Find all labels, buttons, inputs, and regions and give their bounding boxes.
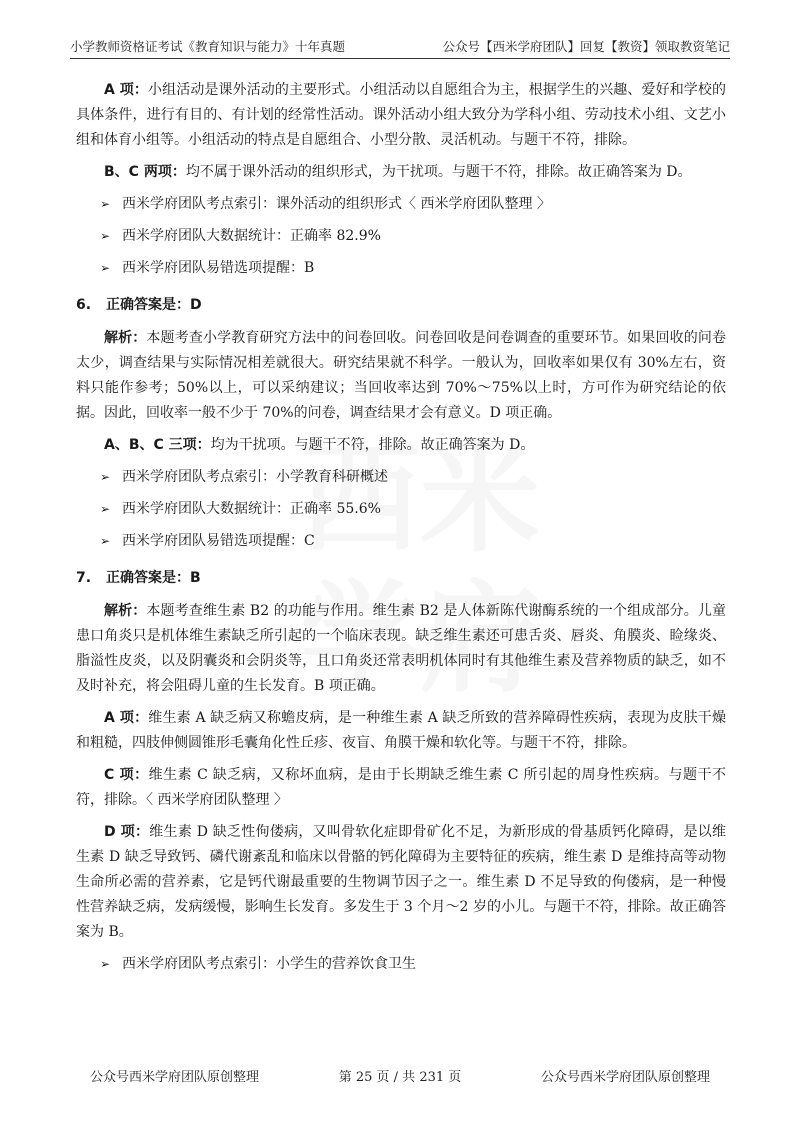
header-right: 公众号【西米学府团队】回复【教资】领取教资笔记 — [442, 39, 730, 54]
footer-left: 公众号西米学府团队原创整理 — [90, 1070, 260, 1085]
note-item — [100, 497, 726, 522]
paragraph-text: 维生素 A 缺乏病又称蟾皮病，是一种维生素 A 缺乏所致的营养障碍性疾病，表现为皮肤干燥和粗糙，四肢伸侧圆锥形毛囊角化性丘疹、夜盲、角膜干燥和软化等。与题干不符，排除。 — [76, 710, 726, 751]
arrow-bullet-icon: ➢ — [100, 534, 111, 548]
paragraph-label: B、C 两项： — [104, 164, 186, 180]
question-answer-heading — [76, 566, 726, 591]
note-text: 西米学府团队考点索引：小学生的营养饮食卫生 — [122, 956, 416, 972]
paragraph — [76, 706, 726, 756]
paragraph-text: 小组活动是课外活动的主要形式。小组活动以自愿组合为主，根据学生的兴趣、爱好和学校的具体条件，进行有目的、有计划的经常性活动。课外活动小组大致分为学科小组、劳动技术小组、文艺小组和体育小组等。小组活动的特点是自愿组合、小型分散、灵活机动。与题干不符，排除。 — [76, 82, 726, 148]
page-number: 第 25 页 / 共 231 页 — [338, 1070, 462, 1085]
arrow-bullet-icon: ➢ — [100, 502, 111, 516]
paragraph-label: D 项： — [104, 824, 150, 840]
note-text: 西米学府团队考点索引：课外活动的组织形式〈 西米学府团队整理 〉 — [122, 196, 551, 212]
paragraph-label: A 项： — [104, 82, 149, 98]
note-item — [100, 224, 726, 249]
paragraph-label: A、B、C 三项： — [104, 437, 211, 453]
answer-text: 正确答案是：B — [106, 570, 201, 586]
note-item — [100, 465, 726, 490]
question-number: 7. — [76, 570, 92, 586]
note-text: 西米学府团队大数据统计：正确率 82.9% — [122, 228, 381, 244]
paragraph-label: C 项： — [104, 767, 149, 783]
paragraph — [76, 326, 726, 426]
note-item — [100, 256, 726, 281]
arrow-bullet-icon: ➢ — [100, 957, 111, 971]
paragraph — [76, 599, 726, 699]
page-header — [70, 36, 730, 59]
note-item — [100, 952, 726, 977]
paragraph-label: 解析： — [104, 330, 147, 346]
answer-text: 正确答案是：D — [106, 297, 202, 313]
paragraph — [76, 78, 726, 153]
paragraph — [76, 763, 726, 813]
arrow-bullet-icon: ➢ — [100, 470, 111, 484]
paragraph-text: 本题考查维生素 B2 的功能与作用。维生素 B2 是人体新陈代谢酶系统的一个组成部分。儿童患口角炎只是机体维生素缺乏所引起的一个临床表现。缺乏维生素还可患舌炎、唇炎、角膜炎、睑缘炎、脂溢性皮炎，以及阴囊炎和会阴炎等，且口角炎还常表明机体同时有其他维生素及营养物质的缺乏，如不及时补充，将会阻碍儿童的生长发育。B 项正确。 — [76, 603, 726, 694]
paragraph-text: 本题考查小学教育研究方法中的问卷回收。问卷回收是问卷调查的重要环节。如果回收的问卷太少，调查结果与实际情况相差就很大。研究结果就不科学。一般认为，回收率如果仅有 30%左右，资料只能作参考；50%以上，可以采纳建议；当回收率达到 70%～75%以上时，方可作为研究结论的依据。因此，回收率一般不少于 70%的问卷，调查结果才会有意义。D 项正确。 — [76, 330, 727, 421]
footer-right: 公众号西米学府团队原创整理 — [540, 1070, 710, 1085]
paragraph-label: 解析： — [104, 603, 147, 619]
note-item — [100, 192, 726, 217]
note-item — [100, 529, 726, 554]
note-text: 西米学府团队易错选项提醒：B — [122, 260, 315, 276]
arrow-bullet-icon: ➢ — [100, 229, 111, 243]
page-content — [76, 78, 726, 984]
paragraph — [76, 433, 726, 458]
page-footer — [90, 1066, 710, 1085]
paragraph-text: 均为干扰项。与题干不符，排除。故正确答案为 D。 — [210, 437, 535, 453]
paragraph — [76, 160, 726, 185]
question-number: 6. — [76, 297, 92, 313]
paragraph-text: 维生素 D 缺乏性佝偻病，又叫骨软化症即骨矿化不足，为新形成的骨基质钙化障碍，是以维生素 D 缺乏导致钙、磷代谢紊乱和临床以骨骼的钙化障碍为主要特征的疾病，维生素 D 是维持高等动物生命所必需的营养素，它是钙代谢最重要的生物调节因子之一。维生素 D 不足导致的佝偻病，是一种慢性营养缺乏病，发病缓慢，影响生长发育。多发生于 3 个月～2 岁的小儿。与题干不符，排除。故正确答案为 B。 — [76, 824, 727, 940]
arrow-bullet-icon: ➢ — [100, 197, 111, 211]
note-text: 西米学府团队考点索引：小学教育科研概述 — [122, 469, 388, 485]
paragraph — [76, 820, 726, 945]
note-text: 西米学府团队易错选项提醒：C — [122, 533, 315, 549]
paragraph-text: 均不属于课外活动的组织形式，为干扰项。与题干不符，排除。故正确答案为 D。 — [185, 164, 692, 180]
arrow-bullet-icon: ➢ — [100, 261, 111, 275]
header-left: 小学教师资格证考试《教育知识与能力》十年真题 — [70, 39, 346, 54]
question-answer-heading — [76, 293, 726, 318]
paragraph-label: A 项： — [104, 710, 149, 726]
note-text: 西米学府团队大数据统计：正确率 55.6% — [122, 501, 381, 517]
paragraph-text: 维生素 C 缺乏病，又称坏血病，是由于长期缺乏维生素 C 所引起的周身性疾病。与题干不符，排除。〈 西米学府团队整理 〉 — [76, 767, 726, 808]
